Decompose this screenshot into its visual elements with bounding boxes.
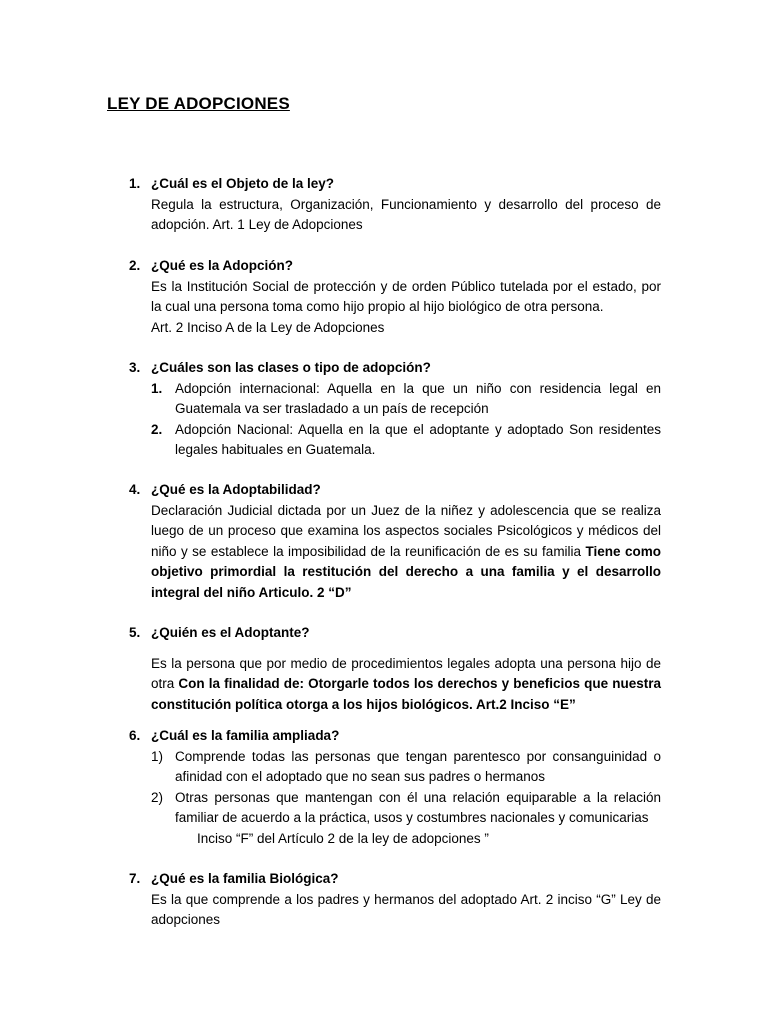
question-number: 2. [129, 258, 141, 273]
question-block-4 [129, 480, 661, 603]
list-item [129, 788, 661, 829]
question-block-1 [129, 174, 661, 236]
question-heading [129, 174, 661, 195]
question-number: 5. [129, 625, 141, 640]
list-item [129, 379, 661, 420]
question-number: 7. [129, 871, 141, 886]
list-item-text: Adopción Nacional: Aquella en la que el adoptante y adoptado Son residentes legales habituales en Guatemala. [175, 421, 661, 457]
list-item-number: 1. [151, 380, 163, 396]
legal-reference: Inciso “F” del Artículo 2 de la ley de adopciones ” [197, 830, 489, 846]
question-heading [129, 480, 661, 501]
list-item [129, 747, 661, 788]
document-title: LEY DE ADOPCIONES [107, 94, 290, 113]
answer-text: Declaración Judicial dictada por un Juez de la niñez y adolescencia que se realiza luego de un proceso que examina los aspectos sociales Psicológicos y médicos del niño y se establece la imposibilidad de la reunificación de es su familia [151, 502, 661, 559]
question-text: ¿Cuáles son las clases o tipo de adopción? [151, 360, 431, 375]
question-block-2 [129, 256, 661, 338]
question-block-6 [129, 726, 661, 849]
answer-text: Es la persona que por medio de procedimientos legales adopta una persona hijo de otra [151, 655, 661, 691]
question-number: 1. [129, 176, 141, 191]
question-block-3 [129, 358, 661, 461]
question-block-5 [129, 623, 661, 715]
question-text: ¿Qué es la Adoptabilidad? [151, 482, 321, 497]
question-heading [129, 358, 661, 379]
answer-text: Regula la estructura, Organización, Funcionamiento y desarrollo del proceso de adopción. Art. 1 Ley de Adopciones [151, 196, 661, 232]
list-item-number: 1) [151, 748, 164, 764]
question-text: ¿Cuál es el Objeto de la ley? [151, 176, 335, 191]
question-heading [129, 869, 661, 890]
question-text: ¿Cuál es la familia ampliada? [151, 728, 340, 743]
answer-paragraph [151, 501, 661, 604]
question-text: ¿Quién es el Adoptante? [151, 625, 310, 640]
list-item-text: Adopción internacional: Aquella en la que un niño con residencia legal en Guatemala va ser trasladado a un país de recepción [175, 380, 661, 416]
answer-emphasis: Con la finalidad de: Otorgarle todos los derechos y beneficios que nuestra constitución política otorga a los hijos biológicos. Art.2 Inciso “E” [151, 676, 662, 712]
list-item-number: 2) [151, 789, 164, 805]
question-heading [129, 623, 661, 644]
list-item [129, 420, 661, 461]
list-item-number: 2. [151, 421, 163, 437]
list-item-text: Comprende todas las personas que tengan parentesco por consanguinidad o afinidad con el adoptado que no sean sus padres o hermanos [175, 748, 661, 784]
question-number: 4. [129, 482, 141, 497]
question-number: 3. [129, 360, 141, 375]
answer-text: Es la Institución Social de protección y de orden Público tutelada por el estado, por la cual una persona toma como hijo propio al hijo biológico de otra persona. [151, 278, 661, 314]
answer-paragraph [151, 654, 661, 716]
question-heading [129, 726, 661, 747]
answer-text: Es la que comprende a los padres y hermanos del adoptado Art. 2 inciso “G” Ley de adopciones [151, 891, 661, 927]
question-text: ¿Qué es la familia Biológica? [151, 871, 339, 886]
question-heading [129, 256, 661, 277]
question-text: ¿Qué es la Adopción? [151, 258, 294, 273]
question-block-7 [129, 869, 661, 931]
answer-emphasis: Tiene como objetivo primordial la restitución del derecho a una familia y el desarrollo integral del niño Articulo. 2 “D” [151, 543, 661, 600]
question-number: 6. [129, 728, 141, 743]
answer-reference: Art. 2 Inciso A de la Ley de Adopciones [151, 319, 385, 335]
list-item-text: Otras personas que mantengan con él una relación equiparable a la relación familiar de acuerdo a la práctica, usos y costumbres nacionales y comunicarias [175, 789, 661, 825]
